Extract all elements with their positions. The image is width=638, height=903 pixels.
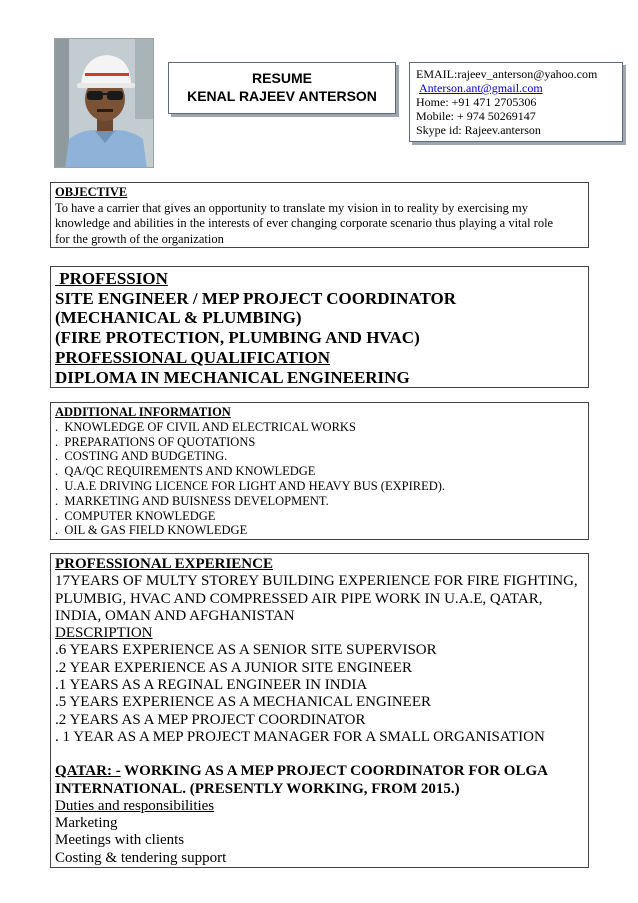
experience-heading: PROFESSIONAL EXPERIENCE [55, 556, 273, 572]
additional-info-item: . QA/QC REQUIREMENTS AND KNOWLEDGE [55, 464, 316, 479]
duty-item: Costing & tendering support [55, 849, 227, 866]
contact-box [409, 62, 623, 142]
additional-info-item: . KNOWLEDGE OF CIVIL AND ELECTRICAL WORKS [55, 419, 356, 434]
contact-home-phone: Home: +91 471 2705306 [416, 95, 537, 109]
qualification-value: DIPLOMA IN MECHANICAL ENGINEERING [55, 367, 410, 387]
description-item: .2 YEARS AS A MEP PROJECT COORDINATOR [55, 711, 366, 728]
contact-email-secondary[interactable]: Anterson.ant@gmail.com [419, 81, 543, 95]
additional-info-heading: ADDITIONAL INFORMATION [55, 405, 231, 419]
current-position-line-2: INTERNATIONAL. (PRESENTLY WORKING, FROM 2015.) [55, 780, 460, 797]
contact-skype: Skype id: Rajeev.anterson [416, 123, 541, 137]
additional-info-item: . PREPARATIONS OF QUOTATIONS [55, 434, 256, 449]
duties-heading: Duties and responsibilities [55, 797, 215, 814]
description-item: .1 YEARS AS A REGINAL ENGINEER IN INDIA [55, 677, 368, 694]
contact-email-primary: EMAIL:rajeev_anterson@yahoo.com [416, 67, 598, 81]
duty-item: Meetings with clients [55, 832, 185, 849]
profession-section [50, 266, 589, 388]
additional-info-item: . MARKETING AND BUISNESS DEVELOPMENT. [55, 493, 329, 508]
description-item: . 1 YEAR AS A MEP PROJECT MANAGER FOR A SMALL ORGANISATION [55, 728, 545, 745]
current-position-text: WORKING AS A MEP PROJECT COORDINATOR FOR OLGA [120, 763, 548, 780]
duty-item: Marketing [55, 815, 118, 832]
current-location-label: QATAR: - [55, 763, 121, 780]
objective-section [50, 182, 589, 248]
experience-summary-line: PLUMBIG, HVAC AND COMPRESSED AIR PIPE WORK IN U.A.E, QATAR, [55, 590, 543, 607]
objective-line: To have a carrier that gives an opportunity to translate my vision in to reality by exercising my [55, 200, 528, 215]
additional-info-item: . OIL & GAS FIELD KNOWLEDGE [55, 523, 248, 538]
additional-info-section [50, 402, 589, 540]
spacer [55, 746, 584, 763]
profession-line: (MECHANICAL & PLUMBING) [55, 308, 302, 328]
qualification-heading: PROFESSIONAL QUALIFICATION [55, 347, 331, 367]
objective-line: for the growth of the organization [55, 231, 224, 246]
experience-summary-line: INDIA, OMAN AND AFGHANISTAN [55, 607, 295, 624]
additional-info-item: . COSTING AND BUDGETING. [55, 449, 228, 464]
profession-heading: PROFESSION [55, 269, 168, 288]
profile-photo [54, 38, 154, 168]
description-item: .6 YEARS EXPERIENCE AS A SENIOR SITE SUPERVISOR [55, 642, 437, 659]
experience-summary-line: 17YEARS OF MULTY STOREY BUILDING EXPERIENCE FOR FIRE FIGHTING, [55, 573, 578, 590]
description-heading: DESCRIPTION [55, 625, 153, 642]
additional-info-item: . COMPUTER KNOWLEDGE [55, 508, 216, 523]
candidate-name: KENAL RAJEEV ANTERSON [187, 88, 377, 104]
description-item: .2 YEAR EXPERIENCE AS A JUNIOR SITE ENGINEER [55, 659, 412, 676]
profession-line: (FIRE PROTECTION, PLUMBING AND HVAC) [55, 328, 420, 348]
profession-line: SITE ENGINEER / MEP PROJECT COORDINATOR [55, 288, 456, 308]
description-item: .5 YEARS EXPERIENCE AS A MECHANICAL ENGINEER [55, 694, 431, 711]
experience-section [50, 553, 589, 868]
current-position-line [55, 763, 584, 780]
contact-mobile-phone: Mobile: + 974 50269147 [416, 109, 536, 123]
objective-line: knowledge and abilities in the interests of ever changing corporate scenario thus playing a vital role [55, 216, 554, 230]
resume-title-box [168, 62, 396, 114]
resume-title: RESUME [252, 70, 312, 86]
objective-heading: OBJECTIVE [55, 185, 128, 199]
additional-info-item: . U.A.E DRIVING LICENCE FOR LIGHT AND HEAVY BUS (EXPIRED). [55, 478, 446, 493]
